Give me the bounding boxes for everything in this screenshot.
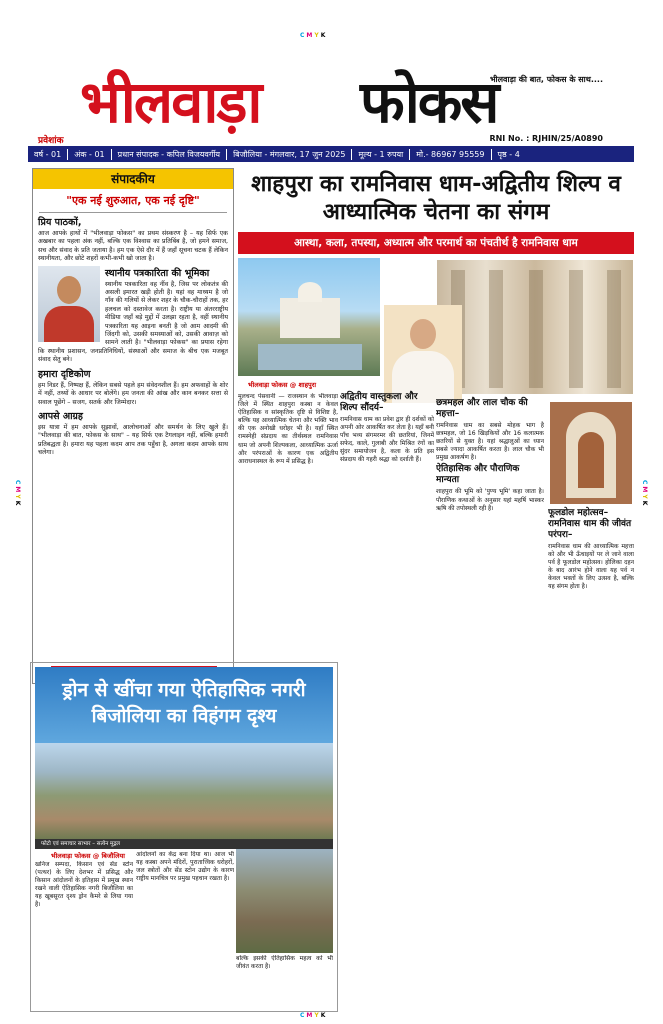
lead-headline: शाहपुरा का रामनिवास धाम-अद्वितीय शिल्प व आध्यात्मिक चेतना का संगम — [251, 171, 621, 225]
section-heading: फूलडोल महोत्सव– रामनिवास धाम की जीवंत परंपरा– — [548, 508, 632, 540]
aerial-town-photo-2 — [236, 849, 333, 953]
drone-column-2: आंदोलनों का केंद्र बना दिया था। आज भी यह कस्बा अपने मंदिरों, पुरातात्त्विक धरोहरों, जल स्त्रोतों और सेंड स्टोन उद्योग के कारण राष्ट्रीय मानचित्र पर प्रमुख पहचान रखता है। — [136, 851, 234, 883]
editorial-paragraph: आज आपके हाथों में "भीलवाड़ा फोकस" का प्रथम संस्करण है – यह सिर्फ एक अखबार का पहला अंक नहीं, बल्कि एक विश्वास का प्रतिबिंब है, जो हमने समाज, सच और संवाद के प्रति जताया है। हम एक ऐसे दौर में हैं जहाँ सूचना चटक हैं लेकिन स्थानीयता, और छोटे शहरों कभी-कभी खो जाता है। — [38, 230, 228, 263]
editorial-heading: आपसे आग्रह — [38, 410, 83, 422]
doorway-photo — [550, 402, 632, 504]
drone-column-3: बल्कि इसकी ऐतिहासिक महत्व को भी जीवंत करता है। — [236, 955, 333, 971]
editorial-paragraph: हम निडर हैं, निष्पक्ष हैं, लेकिन सबसे पहले हम संवेदनशील हैं। हम अफवाहों के शोर में नहीं, तथ्यों के आधार पर बोलेंगे। हम जनता की आंख और कान बनकर सत्ता से सवाल पूछेंगे – सजग, सतर्क और जिम्मेदार। — [38, 381, 228, 406]
section-heading: ऐतिहासिक और पौराणिक मान्यता — [436, 464, 520, 486]
editorial-paragraph: स्थानीय पत्रकारिता वह नींव है, जिस पर लोकतंत्र की असली इमारत खड़ी होती है। यहां वह माध्यम है जो गाँव की गलियों से लेकर शहर के चौक-चौराहों तक, हर हलचल को दस्तावेज करता है। राष्ट्रीय या अंतरराष्ट्रीय मीडिया जहाँ बड़े मुद्दों में उलझा रहता है, वहीं स्थानीय पत्रकारिता यह आइना बनती है जो आम आदमी की जिंदगी को, उसकी समस्याओं को, उसकी आवाज़ को सामने लाती है। "भीलवाड़ा फोकस" का प्रयास रहेगा कि स्थानीय प्रशासन, जनप्रतिनिधियों, संस्थाओं और समाज के बीच एक मजबूत संवाद सेतु बने। — [38, 280, 228, 364]
section-text: रामनिवास धाम की आध्यात्मिक महत्ता को और भी ऊँचाइयों पर ले जाने वाला पर्व है फूलडोल महोत्सव। होलिका दहन के बाद आरंभ होने वाला यह पर्व न केवल भक्तों के लिए उत्सव है, बल्कि यह संगम होता है। — [548, 543, 634, 591]
info-year: वर्ष - 01 — [28, 149, 68, 160]
editorial-paragraph: इस यात्रा में हम आपके सुझावों, आलोचनाओं और समर्थन के लिए खुले हैं। "भीलवाड़ा की बात, फोकस के साथ" – यह सिर्फ एक टैगलाइन नहीं, बल्कि हमारी प्रतिबद्धता है। हमारा यह पहला कदम आप तक पहुँचा है, अगला कदम आपके साथ चलेगा। — [38, 423, 228, 457]
lead-subheadline: आस्था, कला, तपस्या, अध्यात्म और परमार्थ का पंचतीर्थ है रामनिवास धाम — [238, 232, 634, 254]
editorial-title: "एक नई शुरुआत, एक नई दृष्टि" — [39, 189, 227, 213]
editorial-label: संपादकीय — [33, 169, 233, 189]
saint-photo — [384, 305, 462, 403]
section-text: रामनिवास धाम का सबसे मोहक भाग है छत्रमहल, जो 16 खिड़कियों और 16 कलात्मक छतरियों से युक्त है। यहां श्रद्धालुओं का ध्यान सबसे ज्यादा आकर्षित करता है। लाल चौक भी प्रमुख आकर्षण है। — [436, 422, 544, 462]
section-heading: अद्वितीय वास्तुकला और शिल्प सौंदर्य– — [340, 392, 418, 413]
section-text: रामनिवास धाम का प्रवेश द्वार ही दर्शकों को अपनी ओर आकर्षित कर लेता है। यहाँ बनी पाँच भव्य संगमरमर की छतरियां, जिनमें सफेद, काले, गुलाबी और मिश्रित रंगों का सुंदर समायोजन है, कला के प्रति इस संप्रदाय की गहरी श्रद्धा को दर्शाती हैं। — [340, 416, 434, 464]
info-issue: अंक - 01 — [68, 149, 111, 160]
masthead-title-left: भीलवाड़ा — [80, 68, 261, 136]
lead-credit: भीलवाड़ा फोकस @ शाहपुरा — [248, 381, 317, 389]
info-price: मूल्य - 1 रुपया — [352, 149, 410, 160]
section-text: शाहपुरा की भूमि को 'पुण्य भूमि' कहा जाता है। पौराणिक कथाओं के अनुसार यहां महर्षि भास्कर ऋषि की तपोस्थली रही है। — [436, 488, 544, 512]
info-phone: मो.- 86967 95559 — [410, 149, 491, 160]
editorial-heading: स्थानीय पत्रकारिता की भूमिका — [105, 267, 210, 279]
masthead-tagline: भीलवाड़ा की बात, फोकस के साथ.... — [489, 75, 603, 84]
rni-number: RNI No. : RJHIN/25/A0890 — [489, 134, 603, 143]
pillars-photo — [437, 260, 633, 394]
drone-story-box — [30, 662, 338, 1012]
info-editor: प्रधान संपादक - कपिल विजयवर्गीय — [112, 149, 227, 160]
lead-column-2 — [340, 390, 434, 1012]
photo-caption: फोटो एवं समाचार साभार – सत्येन मुद्गल — [35, 839, 333, 849]
drone-column-1: खनिज सम्पदा, किसान एवं सेंड स्टोन (पत्थर) के लिए देशभर में प्रसिद्ध और किसान आंदोलनों के इतिहास में प्रमुख स्थान रखने वाली ऐतिहासिक नगरी बिजौलिया का यह खूबसूरत दृश्य ड्रोन कैमरे से लिया गया है। — [35, 861, 133, 909]
edition-label: प्रवेशांक — [38, 136, 64, 146]
lead-column-1: मूलचन्द पेसवानी — राजस्थान के भीलवाड़ा जिले में स्थित शाहपुरा कस्बा न केवल ऐतिहासिक व सांस्कृतिक दृष्टि से विशिष्ट है, बल्कि यह आध्यात्मिक चेतना और भक्ति भाव की एक अनोखी धरोहर भी है। यहाँ स्थित रामस्नेही संप्रदाय का तीर्थस्थल रामनिवास धाम जो अपनी शिल्पकला, आध्यात्मिक ऊर्जा और परंपराओं के कारण एक अद्वितीय आराधनास्थल के रूप में प्रसिद्ध है। — [238, 393, 338, 465]
issue-info-bar — [28, 146, 634, 162]
info-pages: पृष्ठ - 4 — [497, 149, 520, 159]
editorial-heading: हमारा दृष्टिकोण — [38, 368, 91, 380]
info-date: बिजौलिया - मंगलवार, 17 जुन 2025 — [227, 149, 352, 160]
editorial-greeting: प्रिय पाठकों, — [38, 217, 82, 228]
aerial-town-photo — [35, 743, 333, 839]
lead-column-3 — [436, 396, 544, 1012]
section-heading: छत्रमहल और लाल चौक की महत्ता– — [436, 398, 528, 419]
temple-photo — [238, 258, 380, 376]
editorial-box — [32, 168, 234, 684]
editor-photo — [38, 266, 100, 342]
lead-column-4 — [548, 506, 634, 1014]
drone-headline: ड्रोन से खींचा गया ऐतिहासिक नगरी बिजोलिया का विहंगम दृश्य — [35, 667, 333, 743]
drone-credit: भीलवाड़ा फोकस @ बिजौलिया — [51, 852, 125, 860]
masthead-title-right: फोकस — [360, 68, 498, 136]
